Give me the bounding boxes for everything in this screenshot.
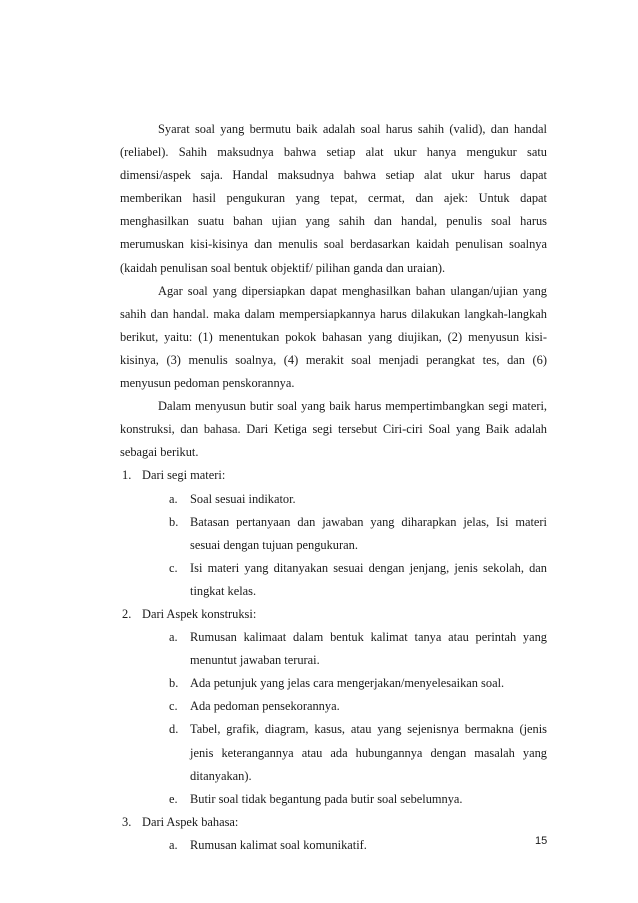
item-text: Ada petunjuk yang jelas cara mengerjakan/menyelesaikan soal.	[190, 676, 505, 691]
item-letter: b.	[169, 676, 179, 691]
paragraph-criteria-intro: Dalam menyusun butir soal yang baik harus mempertimbangkan segi materi, konstruksi, dan bahasa. Dari Ketiga segi tersebut Ciri-ciri Soal yang Baik adalah sebagai berikut.	[120, 399, 547, 460]
section-number: 3.	[122, 814, 132, 829]
item-text: Rumusan kalimaat dalam bentuk kalimat tanya atau perintah yang menuntut jawaban terurai.	[190, 630, 547, 668]
list-item	[142, 511, 547, 557]
list-item	[142, 788, 547, 811]
list-item	[142, 672, 547, 695]
section-title: Dari Aspek konstruksi:	[142, 606, 257, 621]
item-letter: a.	[169, 491, 178, 506]
criteria-section-materi	[120, 464, 547, 603]
criteria-sublist	[142, 834, 547, 857]
page-number: 15	[535, 835, 548, 847]
item-text: Soal sesuai indikator.	[190, 491, 296, 506]
list-item	[142, 626, 547, 672]
criteria-section-konstruksi	[120, 603, 547, 811]
section-title: Dari Aspek bahasa:	[142, 814, 239, 829]
page-body	[120, 118, 547, 857]
item-letter: c.	[169, 560, 178, 575]
item-text: Butir soal tidak begantung pada butir soal sebelumnya.	[190, 791, 463, 806]
item-text: Batasan pertanyaan dan jawaban yang diharapkan jelas, Isi materi sesuai dengan tujuan pengukuran.	[190, 514, 547, 552]
item-text: Tabel, grafik, diagram, kasus, atau yang sejenisnya bermakna (jenis jenis keterangannya atau ada hubungannya dengan masalah yang ditanyakan).	[190, 722, 547, 783]
item-text: Ada pedoman pensekorannya.	[190, 699, 340, 714]
paragraph-validity-reliability: Syarat soal yang bermutu baik adalah soal harus sahih (valid), dan handal (reliabel). Sahih maksudnya bahwa setiap alat ukur hanya mengukur satu dimensi/aspek saja. Handal maksudnya bahwa setiap alat ukur harus dapat memberikan hasil pengukuran yang tepat, cermat, dan ajek: Untuk dapat menghasilkan suatu bahan ujian yang sahih dan handal, penulis soal harus merumuskan kisi-kisinya dan menulis soal berdasarkan kaidah penulisan soalnya (kaidah penulisan soal bentuk objektif/ pilihan ganda dan uraian).	[120, 122, 547, 275]
section-number: 2.	[122, 606, 132, 621]
item-text: Isi materi yang ditanyakan sesuai dengan jenjang, jenis sekolah, dan tingkat kelas.	[190, 560, 547, 598]
criteria-sublist	[142, 626, 547, 811]
section-number: 1.	[122, 468, 132, 483]
item-letter: e.	[169, 791, 178, 806]
item-letter: b.	[169, 514, 179, 529]
item-letter: d.	[169, 722, 179, 737]
paragraph-preparation-steps: Agar soal yang dipersiapkan dapat menghasilkan bahan ulangan/ujian yang sahih dan handal. maka dalam mempersiapkannya harus dilakukan langkah-langkah berikut, yaitu: (1) menentukan pokok bahasan yang diujikan, (2) menyusun kisi-kisinya, (3) menulis soalnya, (4) merakit soal menjadi perangkat tes, dan (6) menyusun pedoman penskorannya.	[120, 283, 547, 391]
list-item	[142, 718, 547, 787]
list-item	[142, 834, 547, 857]
item-text: Rumusan kalimat soal komunikatif.	[190, 837, 367, 852]
item-letter: a.	[169, 837, 178, 852]
criteria-list	[120, 464, 547, 857]
item-letter: a.	[169, 630, 178, 645]
section-title: Dari segi materi:	[142, 468, 226, 483]
list-item	[142, 695, 547, 718]
criteria-sublist	[142, 488, 547, 603]
criteria-section-bahasa	[120, 811, 547, 857]
item-letter: c.	[169, 699, 178, 714]
list-item	[142, 557, 547, 603]
list-item	[142, 488, 547, 511]
